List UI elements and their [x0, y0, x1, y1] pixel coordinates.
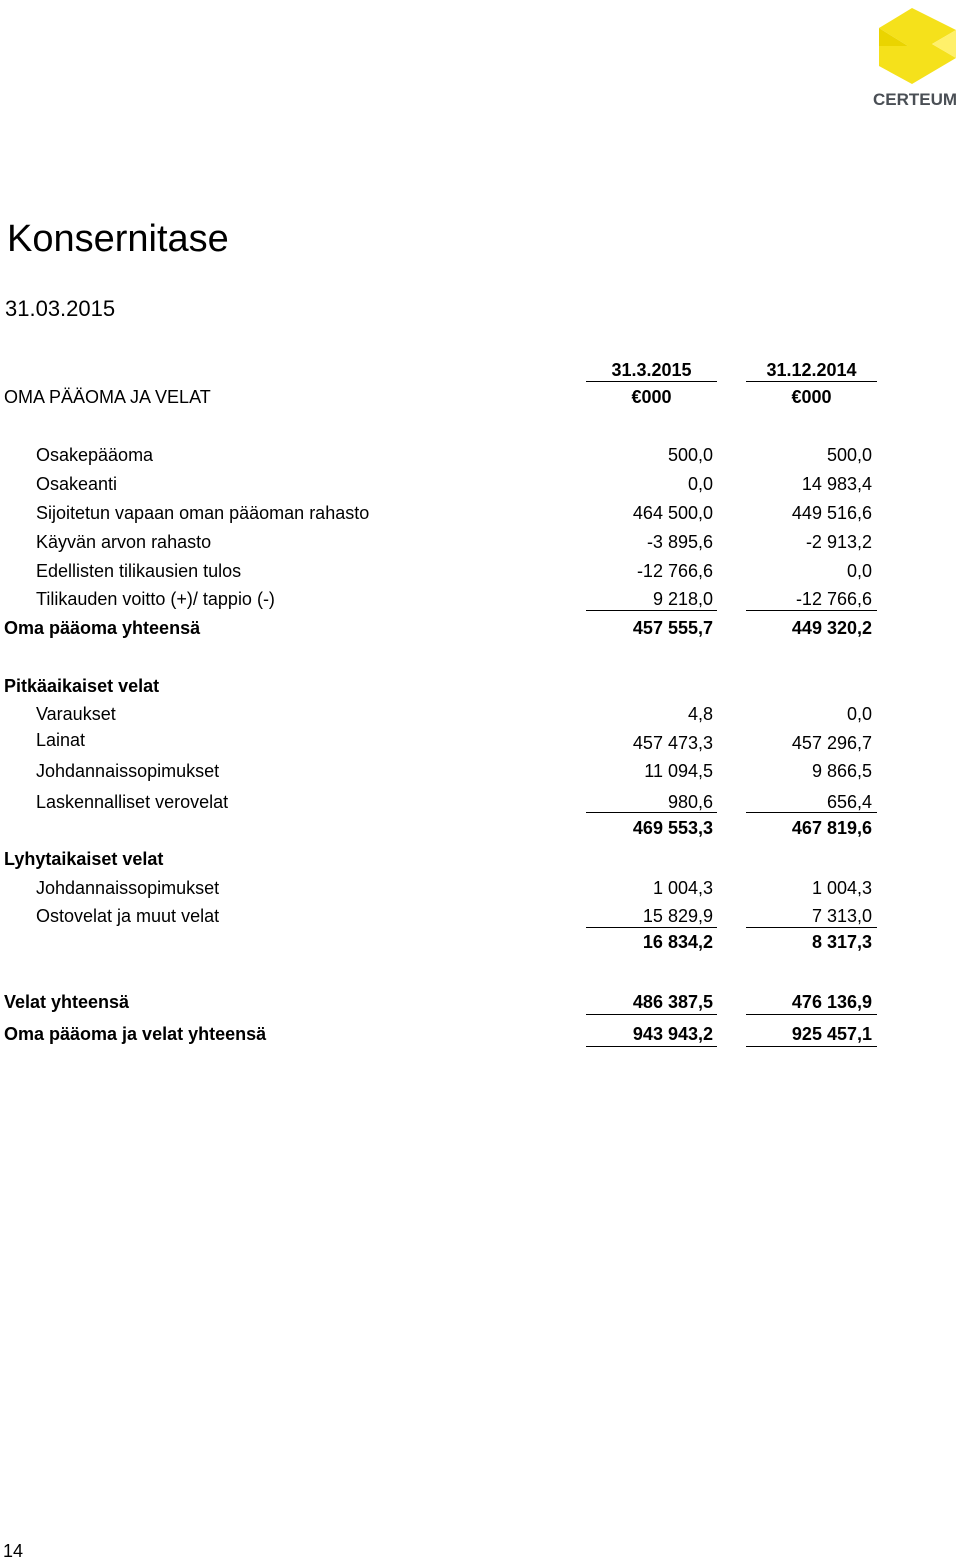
row-value-2015: 11 094,5: [644, 761, 713, 781]
table-row: [0, 759, 960, 785]
subtotal-value-2014: 467 819,6: [791, 818, 872, 838]
row-label: Edellisten tilikausien tulos: [36, 561, 242, 581]
subtotal-value-2015: 469 553,3: [632, 818, 713, 838]
section-heading-row: [0, 674, 960, 700]
row-label: Velat yhteensä: [4, 992, 130, 1012]
long-term-liabilities-heading: Pitkäaikaiset velat: [4, 676, 160, 696]
short-term-subtotal-row: [0, 930, 960, 956]
total-underline-2: [746, 610, 877, 611]
row-value-2014: 0,0: [846, 561, 872, 581]
row-value-2015: 4,8: [687, 704, 713, 724]
row-value-2014: 14 983,4: [801, 474, 872, 494]
row-value-2014: 476 136,9: [791, 992, 872, 1012]
row-value-2015: 943 943,2: [632, 1024, 713, 1044]
page-title: Konsernitase: [7, 218, 229, 260]
long-term-subtotal-row: [0, 816, 960, 842]
table-row: [0, 530, 960, 556]
header-underline-2: [746, 381, 877, 382]
row-label: Johdannaissopimukset: [36, 761, 220, 781]
grand-total-row: [0, 1022, 960, 1048]
row-value-2015: 1 004,3: [652, 878, 713, 898]
row-value-2015: 980,6: [667, 792, 713, 812]
certeum-logo: [872, 0, 958, 118]
row-label: Oma pääoma ja velat yhteensä: [4, 1024, 267, 1044]
row-value-2014: 457 296,7: [791, 733, 872, 753]
row-label: Johdannaissopimukset: [36, 878, 220, 898]
table-row: [0, 501, 960, 527]
subtotal-underline-2: [746, 927, 877, 928]
row-label: Oma pääoma yhteensä: [4, 618, 201, 638]
row-value-2015: 457 555,7: [632, 618, 713, 638]
row-value-2015: -12 766,6: [636, 561, 713, 581]
table-row: [0, 559, 960, 585]
table-row: [0, 443, 960, 469]
logo-wordmark: CERTEUM: [872, 90, 958, 109]
header-underline-1: [586, 381, 717, 382]
row-value-2015: 457 473,3: [632, 733, 713, 753]
total-underline-1: [586, 610, 717, 611]
column-header-date-2: 31.12.2014: [766, 360, 857, 380]
row-value-2014: 925 457,1: [791, 1024, 872, 1044]
row-value-2014: 449 320,2: [791, 618, 872, 638]
row-value-2014: 449 516,6: [791, 503, 872, 523]
row-label: Käyvän arvon rahasto: [36, 532, 212, 552]
row-label: Ostovelat ja muut velat: [36, 906, 220, 926]
subtotal-underline-2: [746, 812, 877, 813]
logo-mark-icon: [872, 0, 958, 92]
table-row: [0, 702, 960, 728]
row-value-2014: 9 866,5: [811, 761, 872, 781]
row-label: Sijoitetun vapaan oman pääoman rahasto: [36, 503, 370, 523]
short-term-liabilities-heading: Lyhytaikaiset velat: [4, 849, 164, 869]
table-row: [0, 876, 960, 902]
table-row-values: [0, 731, 960, 757]
total-underline-2: [746, 1014, 877, 1015]
report-date: 31.03.2015: [5, 296, 116, 321]
row-label: Laskennalliset verovelat: [36, 792, 229, 812]
row-value-2014: -12 766,6: [795, 589, 872, 609]
column-unit-1: €000: [631, 387, 672, 407]
section-heading-row: [0, 847, 960, 873]
row-value-2015: 0,0: [687, 474, 713, 494]
page-number: 14: [3, 1541, 24, 1561]
column-unit-2: €000: [791, 387, 832, 407]
row-value-2015: 464 500,0: [632, 503, 713, 523]
column-header-date-1: 31.3.2015: [611, 360, 692, 380]
row-value-2015: -3 895,6: [646, 532, 713, 552]
row-value-2014: 1 004,3: [811, 878, 872, 898]
row-label: Lainat: [36, 730, 86, 750]
row-label: Varaukset: [36, 704, 116, 724]
equity-total-row: [0, 616, 960, 642]
subtotal-underline-1: [586, 927, 717, 928]
row-label: Tilikauden voitto (+)/ tappio (-): [36, 589, 275, 609]
grand-total-underline-1: [586, 1046, 717, 1047]
subtotal-value-2014: 8 317,3: [811, 932, 872, 952]
subtotal-value-2015: 16 834,2: [642, 932, 713, 952]
row-value-2015: 9 218,0: [652, 589, 713, 609]
row-value-2015: 486 387,5: [632, 992, 713, 1012]
row-value-2014: 500,0: [826, 445, 872, 465]
row-label: Osakepääoma: [36, 445, 154, 465]
row-value-2014: 656,4: [826, 792, 872, 812]
subtotal-underline-1: [586, 812, 717, 813]
section-title: OMA PÄÄOMA JA VELAT: [4, 387, 211, 407]
row-label: Osakeanti: [36, 474, 118, 494]
row-value-2014: 7 313,0: [811, 906, 872, 926]
section-header-row: [0, 385, 960, 411]
total-underline-1: [586, 1014, 717, 1015]
row-value-2014: -2 913,2: [805, 532, 872, 552]
row-value-2014: 0,0: [846, 704, 872, 724]
row-value-2015: 500,0: [667, 445, 713, 465]
grand-total-underline-2: [746, 1046, 877, 1047]
liabilities-total-row: [0, 990, 960, 1016]
table-row: [0, 472, 960, 498]
row-value-2015: 15 829,9: [642, 906, 713, 926]
